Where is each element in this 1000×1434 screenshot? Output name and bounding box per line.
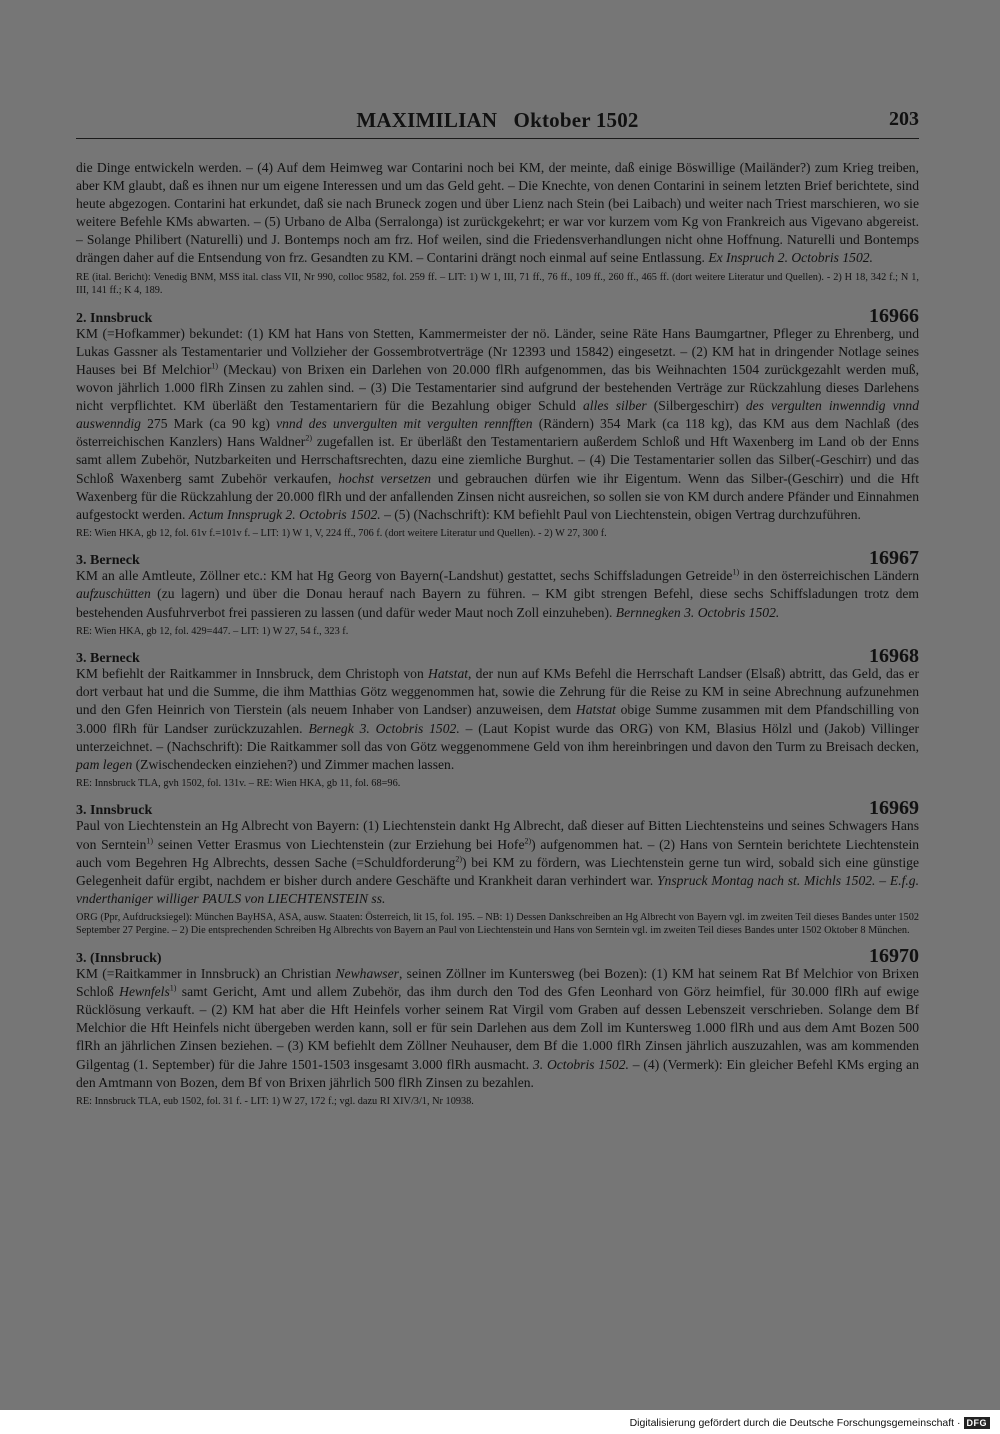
- regest-entry-16969: [76, 799, 919, 938]
- entry-heading: [76, 645, 919, 668]
- entry-source: RE: Innsbruck TLA, eub 1502, fol. 31 f. - LIT: 1) W 27, 172 f.; vgl. dazu RI XIV/3/1, Nr 10938.: [76, 1095, 474, 1107]
- entry-source: RE: Wien HKA, gb 12, fol. 429=447. – LIT: 1) W 27, 54 f., 323 f.: [76, 625, 349, 637]
- quote-segment: des vergulten inwenndig vnnd auswenndig: [76, 398, 919, 432]
- page-number: 203: [889, 108, 919, 130]
- entry-place: 3. Berneck: [76, 553, 140, 569]
- regest-entry-16966: [76, 304, 919, 541]
- text-segment: zugefallen ist. Er überläßt den Testamentariern außerdem Schloß und Hft Waxenberg im Land ob der Enns samt allem Zubehör, Nutzbarkeiten und Herrschaftsrechten, dazu eine ziemliche Burghut. – (4) Die Testamentarier sollen das Silber(-Geschirr) und das Schloß Waxenberg samt Zubehör verkaufen,: [76, 434, 919, 486]
- regest-entry-16968: [76, 647, 919, 790]
- footnote-ref: 1): [169, 983, 177, 993]
- text-segment: ) bei KM zu fördern, was Liechtenstein gerne tun wird, sobald sich eine günstige Gelegenheit dafür ergibt, nachdem er bisher durch andere Geschäfte und Krankheit daran verhindert war.: [76, 854, 919, 888]
- footnote-ref: 2): [455, 854, 462, 864]
- text-segment: (Zwischendecken einziehen?) und Zimmer machen lassen.: [132, 756, 455, 772]
- text-segment: seinen Vetter Erasmus von Liechtenstein (zur Erziehung bei Hofe: [153, 836, 525, 852]
- text-segment: – (5) (Nachschrift): KM befiehlt Paul von Liechtenstein, obigen Vertrag durchzuführen.: [380, 506, 861, 522]
- entry-number: 16969: [869, 797, 919, 820]
- text-segment: samt Gericht, Amt und allem Zubehör, das ihm durch den Tod des Gfen Leonhard von Görz heimfiel, für 30.000 flRh auf ewige Rücklösung verkauft. – (2) KM hat aber die Hft Heinfels vorher seinem Rat Virgil vom Graben auf dessen Lebenszeit verschrieben. Solange dem Bf Melchior die Hft Heinfels nicht übergeben werden kann, soll er für sein Darlehen aus dem Zoll im Kuntersweg 1.000 flRh und aus dem Amt Bozen 500 flRh an jährlichen Zinsen beziehen. – (3) KM befiehlt dem Zöllner Neuhauser, dem Bf die 1.000 flRh Zinsen jährlich auszuzahlen, was am kommenden Gilgentag (1. September) für die Jahre 1501-1503 insgesamt 3.000 flRh ausmacht.: [76, 984, 919, 1072]
- intro-body: die Dinge entwickeln werden. – (4) Auf dem Heimweg war Contarini noch bei KM, der meinte, daß einige Böswillige (Mailänder?) zum Krieg treiben, aber KM glaubt, daß es ihnen nur um eigene Interessen und um das Geld geht. – Die Knechte, von denen Contarini in seinem letzten Brief berichtete, sind heute abgezogen. Contarini hat erkundet, daß sie nach Bruneck zogen und über Lienz nach Stein (bei Laibach) und weiter nach Triest marschieren, wo sie weitere Befehle KMs abwarten. – (5) Urbano de Alba (Serralonga) ist zurückgekehrt; er war vor kurzem vom Kg von Frankreich aus Vigevano abgereist. – Solange Philibert (Naturelli) und J. Bontemps noch am frz. Hof weilen, sind die Friedensverhandlungen nicht ohne Hoffnung. Naturelli und Bontemps drängen daher auf die Entsendung von frz. Gesandten zu KM. – Contarini drängt noch einmal auf seine Entlassung.: [76, 160, 919, 266]
- dfg-footer: [630, 1417, 990, 1429]
- text-segment: KM (=Hofkammer) bekundet: (1) KM hat Hans von Stetten, Kammermeister der nö. Länder, seine Räte Hans Baumgartner, Pfleger zu Ehrenberg, und Lukas Gassner als Testamentarier und Vollzieher der Gossembrotverträge (Nr 12393 und 15842) eingesetzt. – (2) KM hat in dringender Notlage seines Hauses bei Bf Melchior: [76, 325, 919, 377]
- intro-continuation: [76, 159, 919, 298]
- footnote-ref: 1): [146, 835, 154, 845]
- quote-segment: Newhawser: [335, 966, 399, 982]
- entry-place: 2. Innsbruck: [76, 310, 153, 326]
- entry-text: [76, 817, 919, 907]
- text-segment: (Meckau) von Brixen ein Darlehen von 20.000 flRh aufgenommen, das bis Weihnachten 1504 zurückgezahlt werden muß, wovon jährlich 1.000 flRh Zinsen zu zahlen sind. – (3) Die Testamentarier sind aufgrund der bestehenden Verträge zur Rückzahlung dieses Darlehens nicht verpflichtet. KM überläßt den Testamentariern für die Bezahlung obiger Schuld: [76, 361, 919, 414]
- text-segment: obige Summe zusammen mit dem Pfandschilling von 3.000 flRh für Landser zurückzuzahlen.: [76, 702, 919, 736]
- quote-segment: pam legen: [76, 756, 133, 772]
- text-segment: , seinen Zöllner im Kuntersweg (bei Bozen): (1) KM hat seinem Rat Bf Melchior von Brixen Schloß: [76, 966, 919, 1000]
- text-segment: KM befiehlt der Raitkammer in Innsbruck, dem Christoph von: [76, 666, 428, 682]
- text-segment: in den österreichischen Ländern: [739, 568, 919, 584]
- entry-number: 16970: [869, 945, 919, 968]
- intro-text: [76, 159, 919, 268]
- text-segment: ) aufgenommen hat. – (2) Hans von Serntein berichtete Liechtenstein auch vom Begehren Hg Albrechts, dessen Sache (=Schuldforderung: [76, 836, 920, 870]
- quote-segment: vnnd des unvergulten mit vergulten rennfften: [276, 416, 533, 432]
- entry-place: 3. Berneck: [76, 651, 140, 667]
- dating: Bernegk 3. Octobris 1502.: [308, 720, 460, 736]
- text-segment: – (Laut Kopist wurde das ORG) von KM, Blasius Hölzl und (Jakob) Villinger unterzeichnet. – (Nachschrift): Die Raitkammer soll das von Götz weggenommene Geld von ihm hereinbringen und davon den Turm zu Breisach decken,: [76, 720, 920, 754]
- quote-segment: Hatstat: [428, 666, 469, 682]
- entry-number: 16967: [869, 547, 919, 570]
- dating: 3. Octobris 1502.: [532, 1056, 629, 1072]
- dating: Ynspruck Montag nach st. Michls 1502. – E.f.g. vnderthaniger williger PAULS von LIECHTENSTEIN ss.: [76, 872, 919, 906]
- footnote-ref: 1): [732, 567, 740, 577]
- entry-number: 16966: [869, 304, 919, 327]
- text-segment: (Silbergeschirr): [646, 398, 746, 414]
- quote-segment: Hatstat: [575, 702, 616, 718]
- entry-heading: [76, 797, 919, 820]
- entry-heading: [76, 547, 919, 570]
- regest-entry-16967: [76, 549, 919, 638]
- text-segment: KM an alle Amtleute, Zöllner etc.: KM hat Hg Georg von Bayern(-Landshut) gestattet, sechs Schiffsladungen Getreide: [76, 568, 733, 584]
- quote-segment: aufzuschütten: [76, 586, 151, 602]
- entry-place: 3. (Innsbruck): [76, 951, 162, 967]
- entry-text: [76, 325, 919, 524]
- entry-text: [76, 965, 919, 1092]
- running-header: [76, 108, 919, 140]
- text-segment: (zu lagern) und über die Donau herauf nach Bayern zu führen. – KM gibt strengen Befehl, diese sechs Schiffsladungen trotz dem bestehenden Ausfuhrverbot frei passieren zu lassen (und dafür weder Maut noch Zoll einzuheben).: [76, 586, 919, 620]
- entry-source: RE: Wien HKA, gb 12, fol. 61v f.=101v f. – LIT: 1) W 1, V, 224 ff., 706 f. (dort weitere Literatur und Quellen). - 2) W 27, 300 f.: [76, 527, 607, 539]
- text-segment: KM (=Raitkammer in Innsbruck) an Christian: [76, 966, 336, 982]
- intro-source: RE (ital. Bericht): Venedig BNM, MSS ital. class VII, Nr 990, colloc 9582, fol. 259 ff. – LIT: 1) W 1, III, 71 ff., 76 ff., 109 ff., 260 ff., 465 ff. (dort weitere Literatur und Quellen). - 2) H 18, 342 f.; N 1, III, 141 ff.; K 4, 189.: [76, 271, 919, 297]
- regest-entry-16970: [76, 947, 919, 1108]
- entry-source: RE: Innsbruck TLA, gvh 1502, fol. 131v. – RE: Wien HKA, gb 11, fol. 68=96.: [76, 777, 401, 789]
- entry-source: ORG (Ppr, Aufdrucksiegel): München BayHSA, ASA, ausw. Staaten: Österreich, lit 15, fol. 195. – NB: 1) Dessen Dankschreiben an Hg Albrecht von Bayern vgl. im zweiten Teil dieses Bandes unter 1502 September 27 Pergine. – 2) Die entsprechenden Schreiben Hg Albrechts von Bayern an Paul von Liechtenstein und Hans von Serntein vgl. im zweiten Teil dieses Bandes unter 1502 Oktober 8 München.: [76, 911, 919, 937]
- entry-heading: [76, 304, 919, 327]
- funding-note: Digitalisierung gefördert durch die Deutsche Forschungsgemeinschaft ·: [629, 1417, 961, 1429]
- dfg-logo: DFG: [964, 1417, 991, 1429]
- text-segment: – (4) (Vermerk): Ein gleicher Befehl KMs erging an den Amtmann von Bozen, dem Bf von Brixen jährlich 500 flRh Zinsen zu bezahlen.: [76, 1056, 920, 1090]
- dating: Actum Innsprugk 2. Octobris 1502.: [188, 506, 381, 522]
- page-content: [76, 159, 919, 1108]
- text-segment: und gebrauchen dürfen wie ihr Eigentum. Wenn das Silber-(Geschirr) und die Hft Waxenberg für die Rückzahlung der 20.000 flRh und der anfallenden Zinsen nicht ausreichen, so sollen sie von KM durch andere Pfänder und Einnahmen aufgestockt werden.: [76, 470, 919, 522]
- quote-segment: hochst versetzen: [338, 470, 432, 486]
- footnote-ref: 2): [524, 835, 532, 845]
- quote-segment: Hewnfels: [119, 984, 170, 1000]
- running-title: MAXIMILIAN Oktober 1502: [356, 108, 639, 132]
- text-segment: Paul von Liechtenstein an Hg Albrecht von Bayern: (1) Liechtenstein dankt Hg Albrecht, daß dieser auf Bitten Liechtensteins und seines Schwagers Hans von Serntein: [76, 818, 919, 852]
- entry-text: [76, 567, 919, 621]
- entry-number: 16968: [869, 645, 919, 668]
- text-segment: , der nun auf KMs Befehl die Herrschaft Landser (Elsaß) abtritt, das Geld, das er dort verbaut hat und die Summe, die ihm Matthias Götz weggenommen hat, sowie die Zehrung für die Reise zu KM in seine Abrechnung aufzunehmen und den Gfen Heinrich von Tierstein (als neuem Inhaber von Landser) anzuweisen, dem: [76, 666, 919, 718]
- header-rule: [76, 138, 919, 139]
- quote-segment: alles silber: [583, 398, 647, 414]
- footnote-ref: 2): [305, 433, 312, 443]
- text-segment: (Rändern) 354 Mark (ca 118 kg), das KM aus dem Nachlaß (des österreichischen Kanzlers) Hans Waldner: [76, 416, 919, 450]
- dating: Bernnegken 3. Octobris 1502.: [615, 604, 780, 620]
- intro-dating: Ex Inspruch 2. Octobris 1502.: [708, 250, 873, 266]
- entry-heading: [76, 945, 919, 968]
- footnote-ref: 1): [211, 361, 219, 371]
- entry-text: [76, 665, 919, 774]
- entry-place: 3. Innsbruck: [76, 803, 153, 819]
- text-segment: 275 Mark (ca 90 kg): [140, 416, 277, 432]
